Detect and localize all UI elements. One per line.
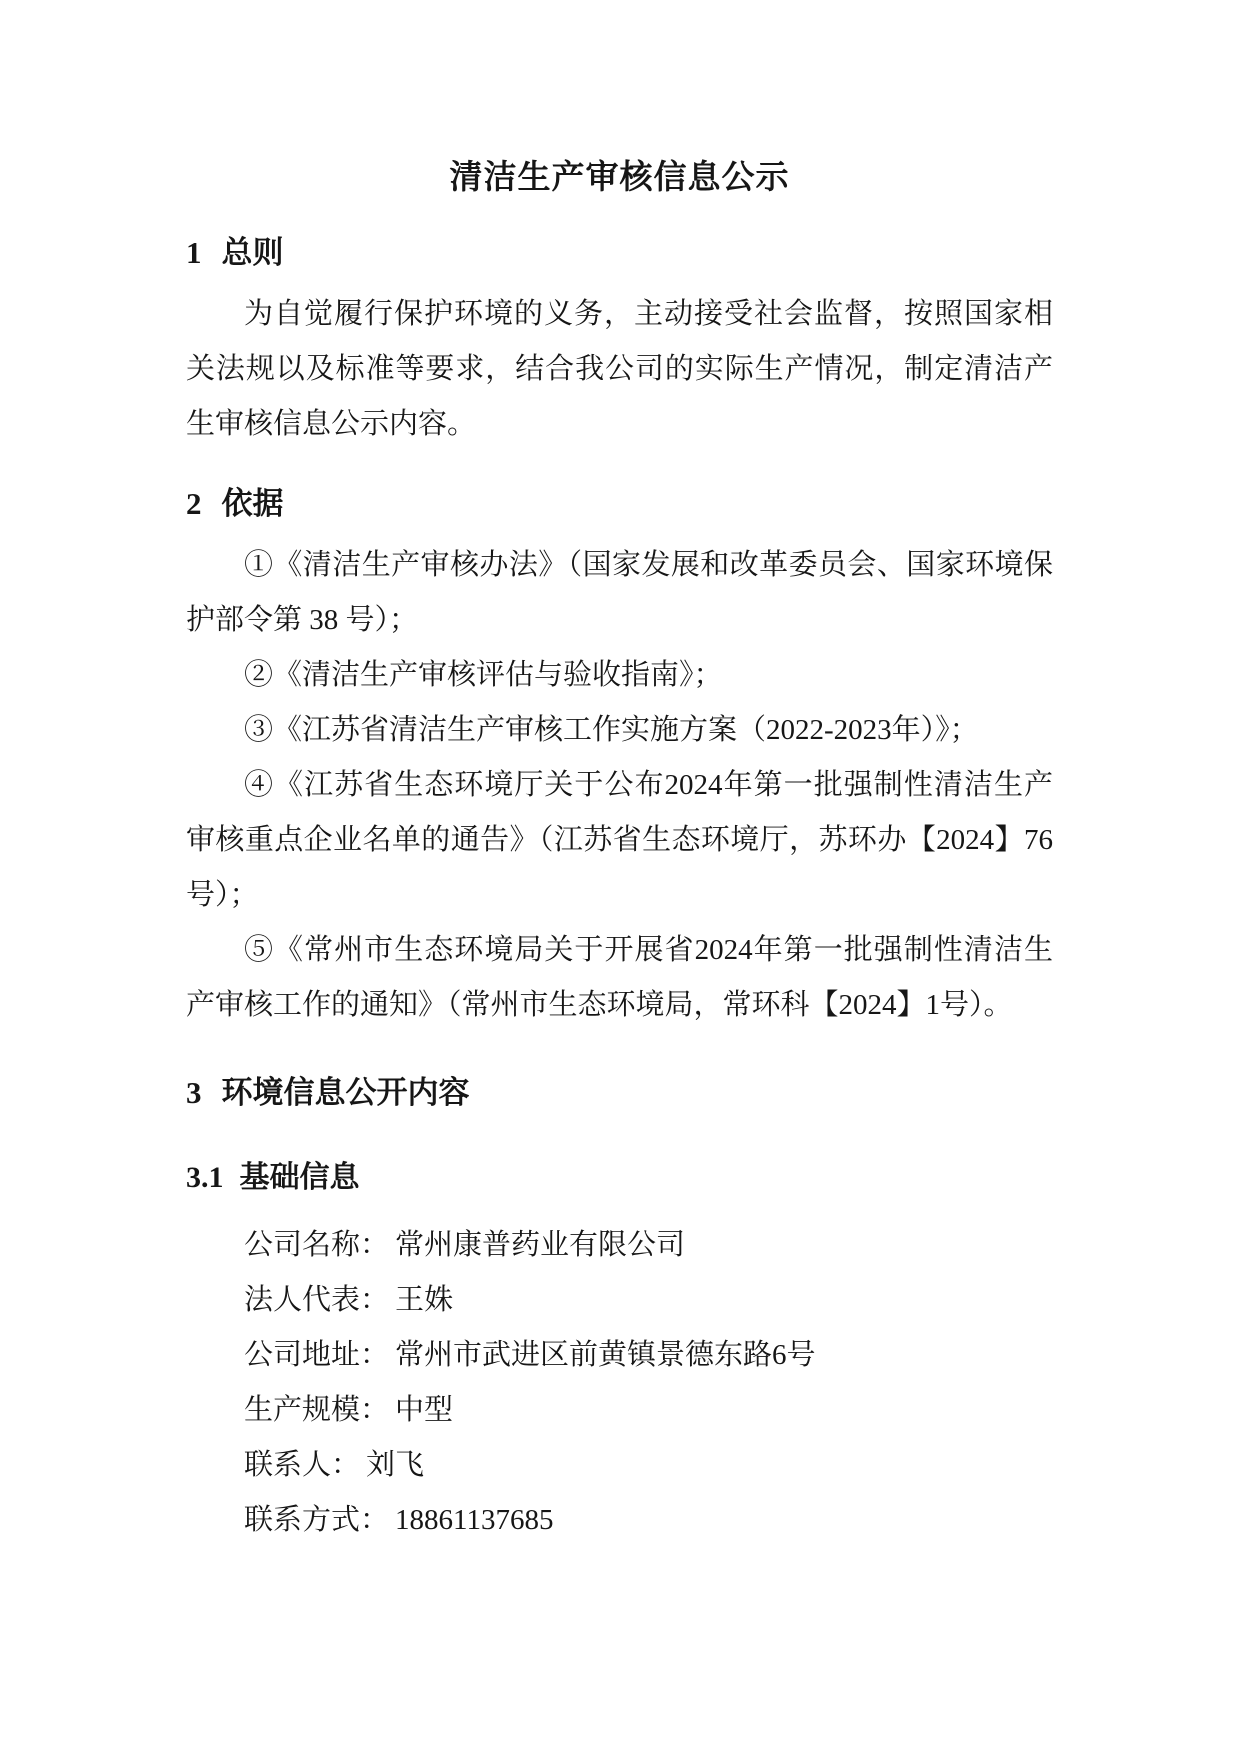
field-value-legal-representative: 王姝 (395, 1284, 454, 1316)
field-label-company-address: 公司地址： (244, 1339, 390, 1371)
field-value-contact-person: 刘飞 (366, 1449, 425, 1481)
info-field-contact-phone (186, 1493, 1053, 1548)
section-3-number: 3 (186, 1075, 202, 1110)
info-field-production-scale (186, 1383, 1053, 1438)
info-field-legal-representative (186, 1273, 1053, 1328)
info-field-contact-person (186, 1438, 1053, 1493)
reference-item-5: ⑤《常州市生态环境局关于开展省2024年第一批强制性清洁生产审核工作的通知》（常州市生态环境局，常环科【2024】1号）。 (186, 934, 1053, 1021)
basic-info-list (186, 1218, 1053, 1548)
document-title: 清洁生产审核信息公示 (449, 160, 790, 196)
section-3-1-heading (186, 1158, 1053, 1198)
field-label-contact-phone: 联系方式： (244, 1504, 390, 1536)
section-2-heading (186, 484, 1053, 524)
section-3-1-number: 3.1 (186, 1161, 224, 1194)
field-value-production-scale: 中型 (395, 1394, 454, 1426)
section-1-title: 总则 (221, 235, 284, 270)
field-label-legal-representative: 法人代表： (244, 1284, 390, 1316)
section-3-title: 环境信息公开内容 (221, 1075, 470, 1110)
paragraph-general-principles: 为自觉履行保护环境的义务，主动接受社会监督，按照国家相关法规以及标准等要求，结合我公司的实际生产情况，制定清洁产生审核信息公示内容。 (186, 298, 1053, 440)
info-field-company-name (186, 1218, 1053, 1273)
section-1-heading (186, 233, 1053, 273)
field-value-contact-phone: 18861137685 (395, 1504, 554, 1536)
field-label-contact-person: 联系人： (244, 1449, 361, 1481)
section-3-1-title: 基础信息 (239, 1161, 360, 1194)
reference-item-2: ②《清洁生产审核评估与验收指南》； (244, 659, 723, 691)
reference-item-1: ①《清洁生产审核办法》（国家发展和改革委员会、国家环境保护部令第 38 号）； (186, 549, 1053, 636)
section-1-number: 1 (186, 235, 202, 270)
field-value-company-address: 常州市武进区前黄镇景德东路6号 (395, 1339, 816, 1371)
section-2-number: 2 (186, 486, 202, 521)
reference-item-4: ④《江苏省生态环境厅关于公布2024年第一批强制性清洁生产审核重点企业名单的通告》（江苏省生态环境厅，苏环办【2024】76号）； (186, 769, 1053, 911)
field-label-company-name: 公司名称： (244, 1229, 390, 1261)
info-field-company-address (186, 1328, 1053, 1383)
section-2-title: 依据 (221, 486, 284, 521)
reference-item-3: ③《江苏省清洁生产审核工作实施方案（2022-2023年）》； (244, 714, 979, 746)
field-label-production-scale: 生产规模： (244, 1394, 390, 1426)
field-value-company-name: 常州康普药业有限公司 (395, 1229, 686, 1261)
section-3-heading (186, 1073, 1053, 1113)
